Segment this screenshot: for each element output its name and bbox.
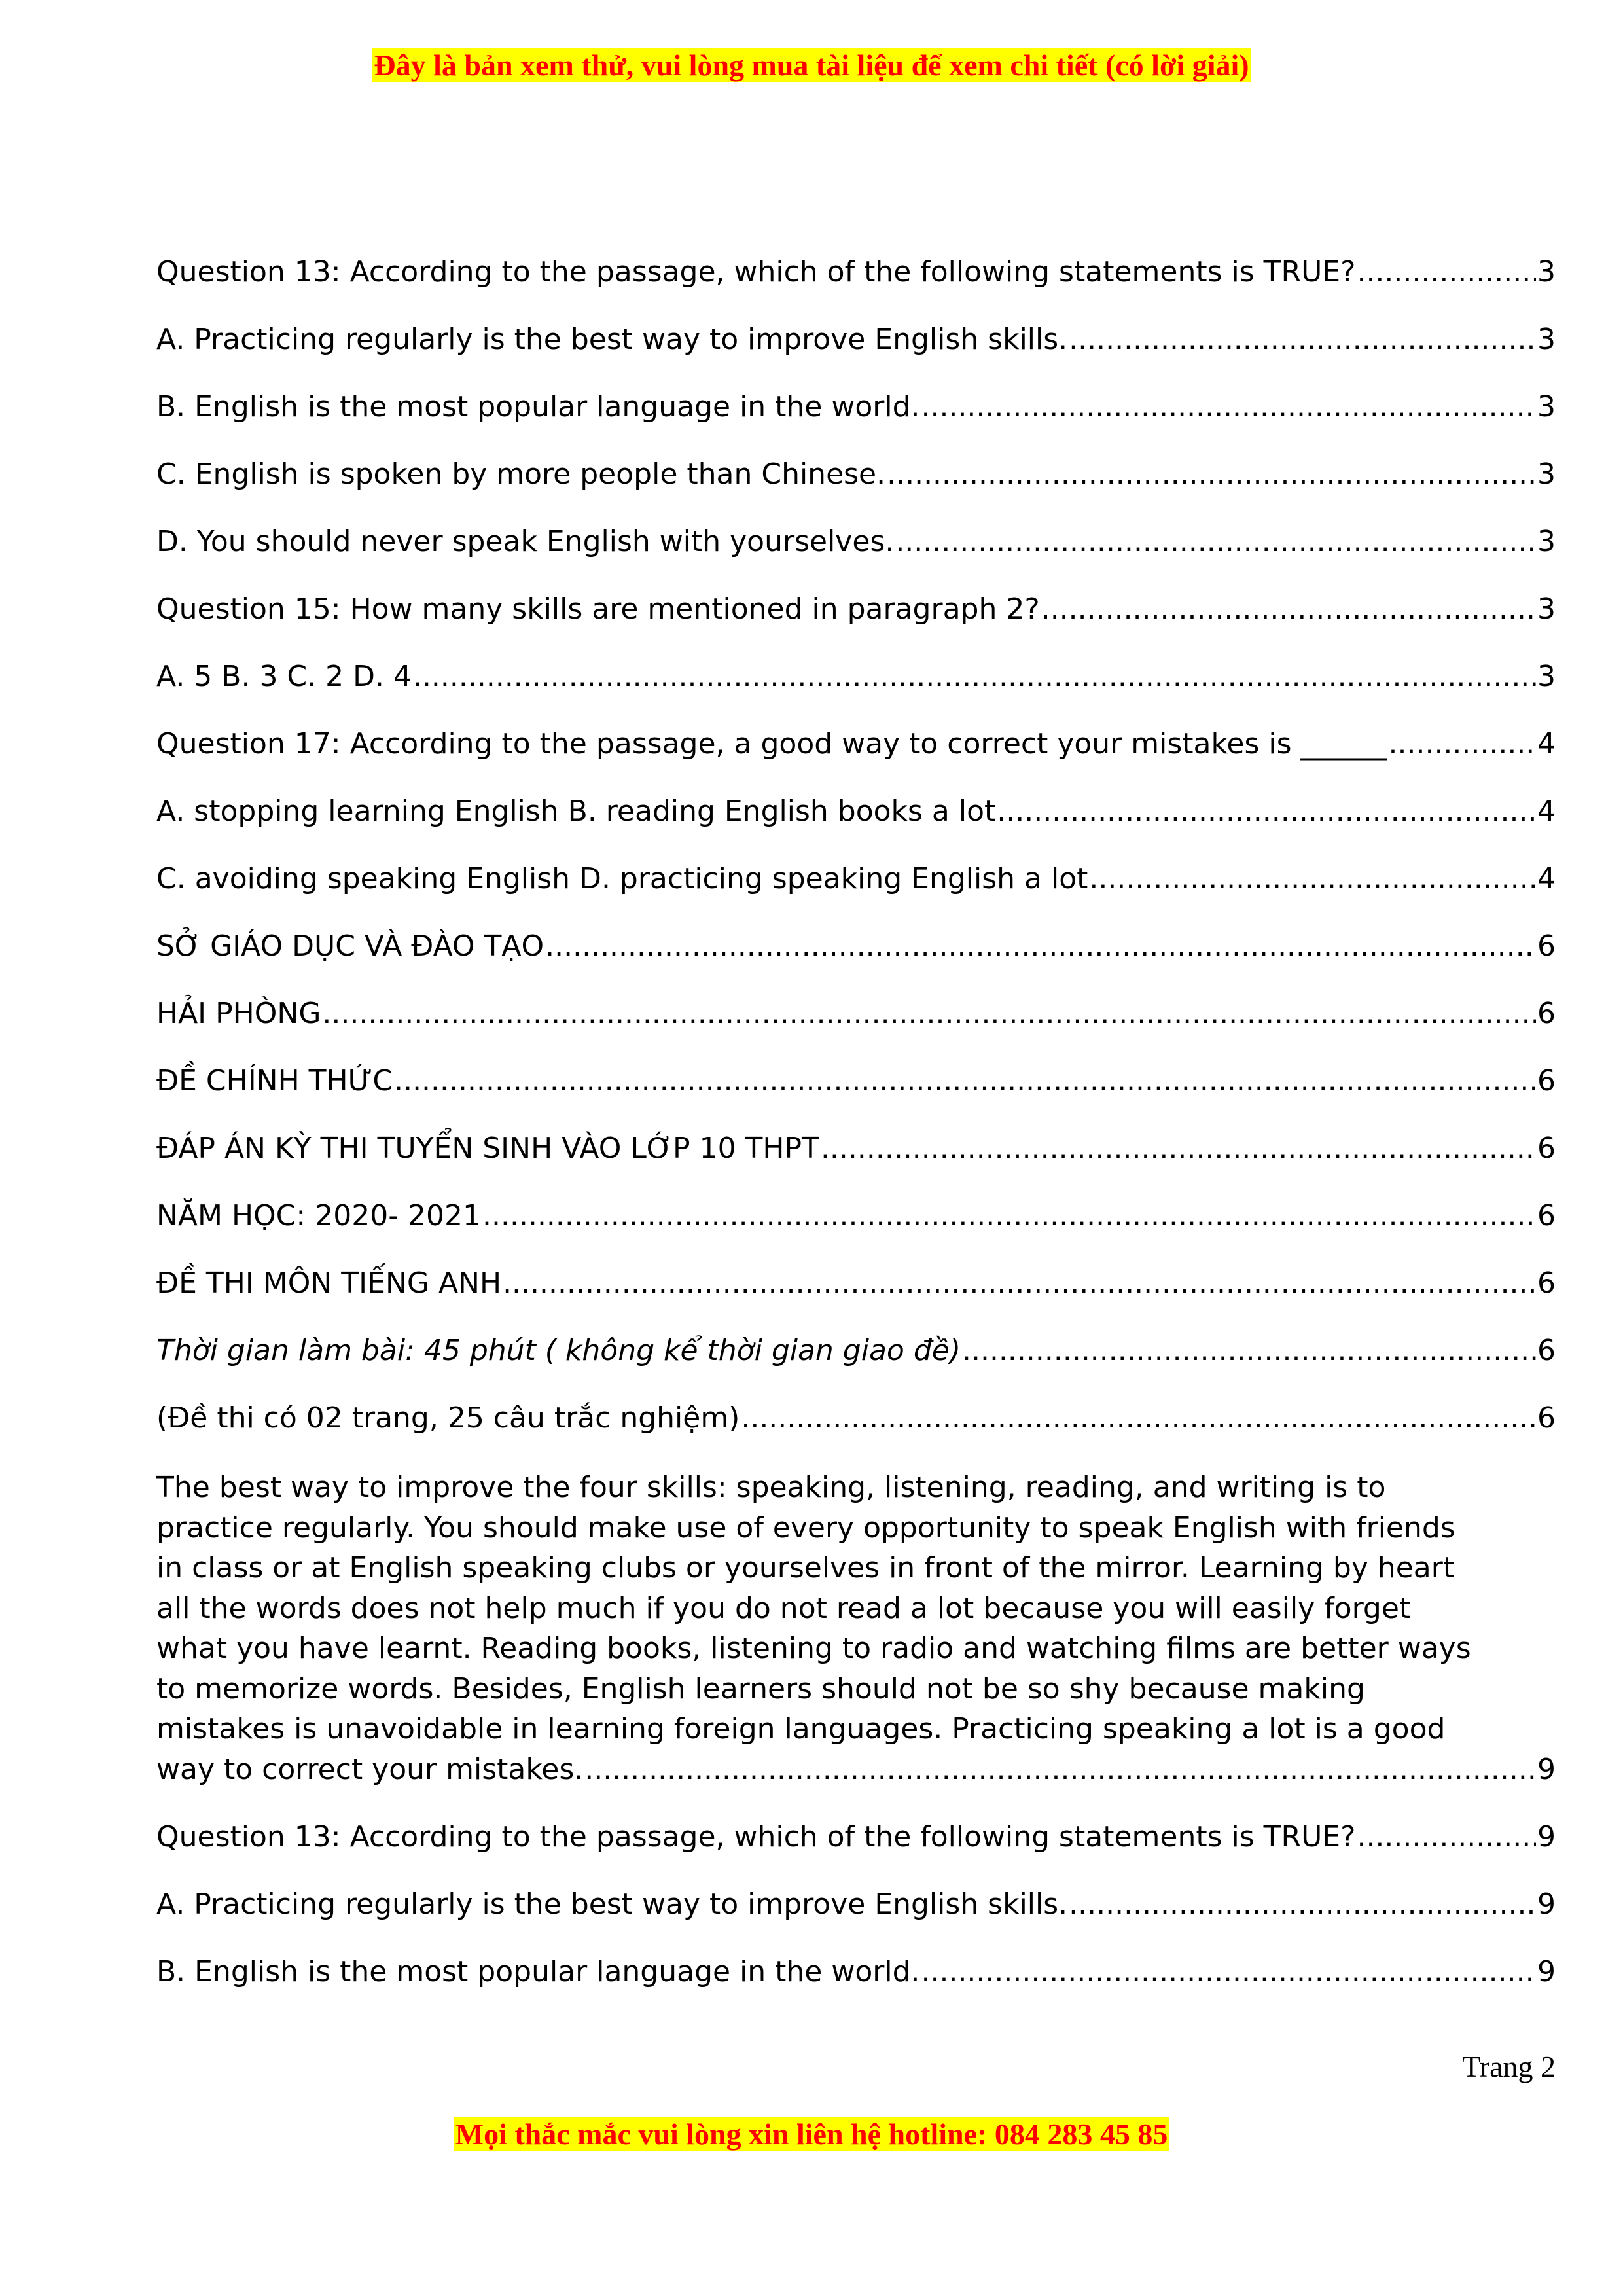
dot-leader bbox=[921, 1952, 1537, 1992]
preview-notice-text: Đây là bản xem thử, vui lòng mua tài liệu để xem chi tiết (có lời giải) bbox=[374, 48, 1249, 82]
hotline-notice-text: Mọi thắc mắc vui lòng xin liên hệ hotline: 084 283 45 85 bbox=[455, 2117, 1168, 2151]
toc-entry-text: C. avoiding speaking English D. practicing speaking English a lot bbox=[156, 862, 1088, 895]
dot-leader bbox=[1041, 590, 1536, 629]
toc-entry-text: Thời gian làm bài: 45 phút ( không kể thời gian giao đề) bbox=[156, 1334, 961, 1367]
passage-last-line bbox=[156, 1749, 1556, 1790]
toc-entry-page: 9 bbox=[1537, 1888, 1556, 1921]
passage-line: all the words does not help much if you do not read a lot because you will easily forget bbox=[156, 1591, 1411, 1625]
dot-leader bbox=[895, 522, 1536, 562]
dot-leader bbox=[997, 792, 1536, 831]
dot-leader bbox=[1069, 320, 1536, 359]
toc-entry[interactable] bbox=[156, 590, 1556, 629]
toc-entry-page: 6 bbox=[1537, 1266, 1556, 1300]
dot-leader bbox=[394, 1062, 1536, 1101]
passage-last-line-text: way to correct your mistakes. bbox=[156, 1752, 584, 1786]
toc-passage-entry[interactable] bbox=[156, 1467, 1556, 1789]
toc-entry-page: 9 bbox=[1537, 1752, 1556, 1786]
toc-entry-page: 3 bbox=[1537, 457, 1556, 491]
hotline-notice-banner bbox=[0, 2116, 1623, 2153]
toc-entry-text: Question 13: According to the passage, which of the following statements is TRUE? bbox=[156, 1820, 1356, 1854]
toc-entry-text: B. English is the most popular language in the world. bbox=[156, 390, 920, 423]
toc-entry-page: 3 bbox=[1537, 592, 1556, 626]
toc-entry-page: 4 bbox=[1537, 795, 1556, 828]
toc-entry-text: B. English is the most popular language in the world. bbox=[156, 1955, 920, 1988]
toc-entry[interactable] bbox=[156, 1196, 1556, 1236]
passage-line: mistakes is unavoidable in learning foreign languages. Practicing speaking a lot is a good bbox=[156, 1712, 1446, 1746]
dot-leader bbox=[921, 387, 1537, 427]
preview-notice-banner bbox=[0, 47, 1623, 84]
toc-entry[interactable] bbox=[156, 792, 1556, 831]
toc-entry[interactable] bbox=[156, 725, 1556, 764]
toc-entry-page: 4 bbox=[1537, 727, 1556, 761]
toc-entry-text: HẢI PHÒNG bbox=[156, 997, 321, 1030]
toc-entry[interactable] bbox=[156, 1062, 1556, 1101]
toc-entry[interactable] bbox=[156, 859, 1556, 899]
passage-lines bbox=[156, 1467, 1556, 1749]
toc-entry[interactable] bbox=[156, 253, 1556, 292]
toc-entry-page: 6 bbox=[1537, 1334, 1556, 1367]
dot-leader bbox=[741, 1399, 1536, 1438]
toc-entry[interactable] bbox=[156, 320, 1556, 359]
toc-entry[interactable] bbox=[156, 1399, 1556, 1438]
passage-line: practice regularly. You should make use of every opportunity to speak English with friends bbox=[156, 1511, 1455, 1545]
dot-leader bbox=[322, 994, 1536, 1033]
toc-entry[interactable] bbox=[156, 1952, 1556, 1992]
toc-entry[interactable] bbox=[156, 927, 1556, 966]
toc-entry-text: A. Practicing regularly is the best way to improve English skills. bbox=[156, 1888, 1068, 1921]
toc-entry[interactable] bbox=[156, 1264, 1556, 1303]
dot-leader bbox=[413, 657, 1536, 696]
toc-entry-page: 6 bbox=[1537, 1064, 1556, 1098]
toc-entry-page: 6 bbox=[1537, 929, 1556, 963]
toc-entry-text: ĐÁP ÁN KỲ THI TUYỂN SINH VÀO LỚP 10 THPT bbox=[156, 1132, 819, 1165]
toc-entry-text: A. 5 B. 3 C. 2 D. 4 bbox=[156, 660, 412, 693]
toc-entry-page: 3 bbox=[1537, 323, 1556, 356]
toc-entry[interactable] bbox=[156, 1818, 1556, 1857]
passage-line: The best way to improve the four skills: speaking, listening, reading, and writing is to bbox=[156, 1471, 1386, 1504]
dot-leader bbox=[545, 927, 1536, 966]
toc-entry-text: A. Practicing regularly is the best way to improve English skills. bbox=[156, 323, 1068, 356]
dot-leader bbox=[482, 1196, 1536, 1236]
toc-entry-page: 6 bbox=[1537, 997, 1556, 1030]
dot-leader bbox=[1069, 1885, 1536, 1924]
toc-entry-text: Question 13: According to the passage, which of the following statements is TRUE? bbox=[156, 255, 1356, 289]
toc-entry-text: NĂM HỌC: 2020- 2021 bbox=[156, 1199, 482, 1232]
toc-entry-page: 3 bbox=[1537, 255, 1556, 289]
toc-entry-page: 4 bbox=[1537, 862, 1556, 895]
toc-entry-text: D. You should never speak English with yourselves. bbox=[156, 525, 895, 558]
toc-entry-page: 3 bbox=[1537, 660, 1556, 693]
toc-entry[interactable] bbox=[156, 657, 1556, 696]
page-number: Trang 2 bbox=[1462, 2050, 1556, 2083]
toc-entry[interactable] bbox=[156, 1331, 1556, 1371]
toc-entry[interactable] bbox=[156, 1129, 1556, 1168]
passage-line: in class or at English speaking clubs or yourselves in front of the mirror. Learning by heart bbox=[156, 1551, 1455, 1585]
toc-entry[interactable] bbox=[156, 455, 1556, 494]
toc-entry-page: 3 bbox=[1537, 390, 1556, 423]
passage-line: to memorize words. Besides, English learners should not be so shy because making bbox=[156, 1672, 1365, 1706]
toc-entry-text: SỞ GIÁO DỤC VÀ ĐÀO TẠO bbox=[156, 929, 544, 963]
toc-entry-page: 6 bbox=[1537, 1199, 1556, 1232]
dot-leader bbox=[1357, 1818, 1536, 1857]
toc-entry-text: (Đề thi có 02 trang, 25 câu trắc nghiệm) bbox=[156, 1401, 740, 1435]
toc-entry-text: ĐỀ CHÍNH THỨC bbox=[156, 1064, 393, 1098]
toc-entry-page: 9 bbox=[1537, 1955, 1556, 1988]
toc-entry-text: Question 17: According to the passage, a good way to correct your mistakes is ______ bbox=[156, 727, 1387, 761]
dot-leader bbox=[821, 1129, 1536, 1168]
toc-entry[interactable] bbox=[156, 522, 1556, 562]
dot-leader bbox=[503, 1264, 1536, 1303]
toc-entry-page: 9 bbox=[1537, 1820, 1556, 1854]
toc-entry-page: 3 bbox=[1537, 525, 1556, 558]
passage-line: what you have learnt. Reading books, listening to radio and watching films are better ways bbox=[156, 1632, 1471, 1665]
toc-entry[interactable] bbox=[156, 1885, 1556, 1924]
toc-entry[interactable] bbox=[156, 387, 1556, 427]
toc-entry-text: A. stopping learning English B. reading English books a lot bbox=[156, 795, 996, 828]
dot-leader bbox=[1089, 859, 1536, 899]
toc-entry-page: 6 bbox=[1537, 1132, 1556, 1165]
toc-entry-text: C. English is spoken by more people than Chinese. bbox=[156, 457, 886, 491]
toc-entry-page: 6 bbox=[1537, 1401, 1556, 1435]
dot-leader bbox=[584, 1749, 1536, 1790]
dot-leader bbox=[1389, 725, 1536, 764]
dot-leader bbox=[962, 1331, 1536, 1371]
toc-entry-text: ĐỀ THI MÔN TIẾNG ANH bbox=[156, 1266, 502, 1300]
toc-entry[interactable] bbox=[156, 994, 1556, 1033]
dot-leader bbox=[887, 455, 1536, 494]
dot-leader bbox=[1357, 253, 1536, 292]
toc-entry-text: Question 15: How many skills are mentioned in paragraph 2? bbox=[156, 592, 1040, 626]
